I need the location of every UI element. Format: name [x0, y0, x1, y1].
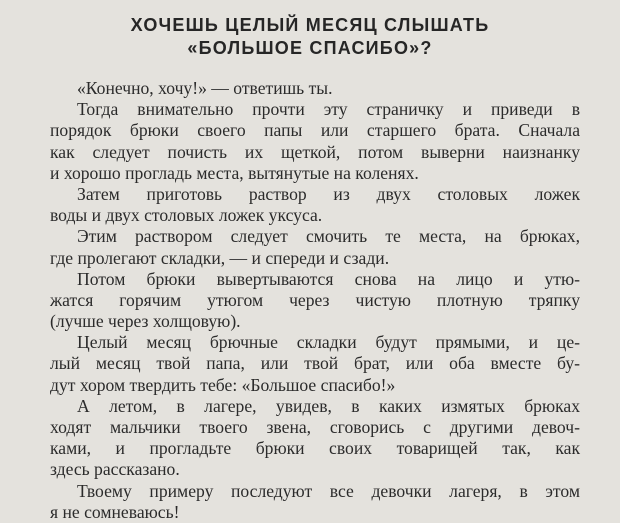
text-line: Потом брюки вывертываются снова на лицо и утю-	[77, 268, 580, 289]
text-line: лый месяц твой папа, или твой брат, или оба вместе бу-	[50, 353, 580, 374]
text-line: Твоему примеру последуют все девочки лагеря, в этом	[77, 480, 580, 501]
text-line: (лучше через холщовую).	[50, 311, 241, 332]
text-line: Этим раствором следует смочить те места, на брюках,	[77, 226, 580, 247]
text-line: ками, и прогладьте брюки своих товарищей так, как	[50, 438, 580, 459]
article-body	[50, 78, 580, 523]
text-line: Целый месяц брючные складки будут прямыми, и це-	[77, 332, 580, 353]
text-line: порядок брюки своего папы или старшего брата. Сначала	[50, 120, 580, 141]
text-line: где пролегают складки, — и спереди и сзади.	[50, 247, 390, 268]
text-line: как следует почисть их щеткой, потом выверни наизнанку	[50, 141, 580, 162]
text-line: Затем приготовь раствор из двух столовых ложек	[77, 183, 580, 204]
text-line: воды и двух столовых ложек уксуса.	[50, 205, 323, 226]
text-line: А летом, в лагере, увидев, в каких измятых брюках	[77, 395, 580, 416]
text-line: Тогда внимательно прочти эту страничку и приведи в	[77, 99, 580, 120]
title-line-2: «БОЛЬШОЕ СПАСИБО»?	[187, 38, 433, 58]
article-title	[0, 14, 620, 60]
text-line: и хорошо прогладь места, вытянутые на коленях.	[50, 162, 419, 183]
text-line: дут хором твердить тебе: «Большое спасибо!»	[50, 374, 396, 395]
text-line: «Конечно, хочу!» — ответишь ты.	[77, 78, 333, 98]
text-line: ходят мальчики твоего звена, сговорись с другими девоч-	[50, 417, 580, 437]
text-line: здесь рассказано.	[50, 459, 180, 480]
text-line: я не сомневаюсь!	[50, 501, 180, 522]
title-line-1: ХОЧЕШЬ ЦЕЛЫЙ МЕСЯЦ СЛЫШАТЬ	[130, 15, 490, 35]
text-line: жатся горячим утюгом через чистую плотную тряпку	[50, 289, 580, 310]
